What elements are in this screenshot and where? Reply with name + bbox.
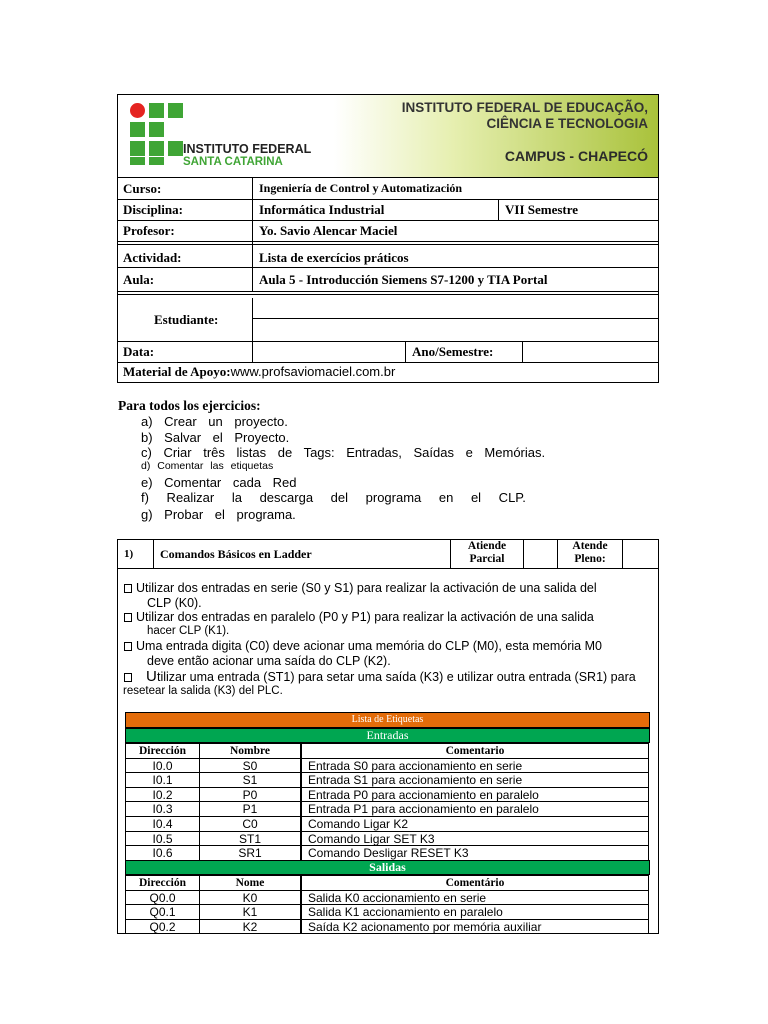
institution-line2: CIÊNCIA E TECNOLOGIA [486,116,648,131]
logo-line2: SANTA CATARINA [183,156,283,168]
atiende-parcial-field[interactable] [524,540,557,568]
bullet-2-line2: hacer CLP (K1). [147,625,230,637]
bullet-2-line1: Utilizar dos entradas en paralelo (P0 y P1) para realizar la activación de una salida [136,610,594,624]
entradas-cell: Comando Ligar K2 [301,816,649,832]
salidas-cell: K1 [199,904,301,920]
entradas-cell: Entrada S1 para accionamiento en serie [301,772,649,788]
checkbox-icon [124,673,132,682]
actividad-value: Lista de exercícios práticos [259,250,409,265]
entradas-cell: I0.3 [125,801,200,817]
data-label: Data: [123,344,155,359]
entradas-cell: I0.4 [125,816,200,832]
entradas-title: Entradas [366,728,409,742]
aula-value: Aula 5 - Introducción Siemens S7-1200 y TIA Portal [259,272,548,287]
material-link[interactable]: www.profsaviomaciel.com.br [230,364,396,379]
salidas-cell: Q0.1 [125,904,200,920]
estudiante-field-1[interactable] [253,296,658,318]
entradas-header-cell: Dirección [125,743,200,759]
checkbox-icon [124,584,132,593]
ano-semestre-field[interactable] [523,342,658,362]
material-label: Material de Apoyo: [123,364,231,379]
tag-table-title-bar [125,712,650,728]
atende-pleno-field[interactable] [623,540,658,568]
checkbox-icon [124,642,132,651]
entradas-cell: Entrada S0 para accionamiento en serie [301,758,649,774]
curso-label: Curso: [123,181,162,196]
salidas-cell: K0 [199,890,301,906]
exercise-item-f: f) Realizar la descarga del programa en el CLP. [141,490,526,505]
checkbox-icon [124,613,132,622]
exercise-item-e: e) Comentar cada Red [141,475,297,490]
salidas-header-cell: Comentário [301,875,649,891]
profesor-value: Yo. Savio Alencar Maciel [259,223,398,238]
entradas-cell: I0.0 [125,758,200,774]
logo-line1: INSTITUTO FEDERAL [183,142,312,156]
data-field[interactable] [253,342,405,362]
bullet-4-line1: tilizar uma entrada (ST1) para setar uma saída (K3) e utilizar outra entrada (SR1) para [157,670,636,684]
entradas-cell: I0.2 [125,787,200,803]
entradas-cell: Entrada P0 para accionamiento en paralelo [301,787,649,803]
exercise-item-c: c) Criar três listas de Tags: Entradas, Saídas e Memórias. [141,445,546,460]
entradas-header-cell: Comentario [301,743,649,759]
salidas-section-bar [125,860,650,875]
entradas-cell: S1 [199,772,301,788]
bullet-4-line2: resetear la salida (K3) del PLC. [123,685,283,697]
atende-pleno-label [558,540,622,566]
bullet-1-line2: CLP (K0). [147,596,202,610]
bullet-3-line2: deve então acionar uma saída do CLP (K2). [147,654,391,668]
entradas-header-cell: Nombre [199,743,301,759]
entradas-cell: SR1 [199,845,301,861]
salidas-header-cell: Dirección [125,875,200,891]
entradas-cell: Comando Ligar SET K3 [301,831,649,847]
actividad-label: Actividad: [123,250,182,265]
salidas-cell: Salida K0 accionamiento en serie [301,890,649,906]
exercise-item-g: g) Probar el programa. [141,507,296,522]
salidas-cell: Salida K1 accionamiento en paralelo [301,904,649,920]
ano-semestre-label: Ano/Semestre: [412,344,494,359]
campus-name: CAMPUS - CHAPECÓ [504,148,648,164]
estudiante-label: Estudiante: [154,312,219,327]
entradas-cell: Entrada P1 para accionamiento en paralelo [301,801,649,817]
exercise-item-a: a) Crear un proyecto. [141,414,288,429]
atende-pleno-line2: Pleno: [574,553,606,565]
entradas-cell: I0.6 [125,845,200,861]
tag-table-title: Lista de Etiquetas [351,714,424,725]
atiende-parcial-label [451,540,523,566]
entradas-cell: S0 [199,758,301,774]
salidas-header-cell: Nome [199,875,301,891]
disciplina-label: Disciplina: [123,202,183,217]
salidas-cell: Saída K2 acionamento por memória auxiliar [301,919,649,935]
disciplina-value: Informática Industrial [259,202,385,217]
entradas-section-bar [125,728,650,743]
exercise-item-b: b) Salvar el Proyecto. [141,430,290,445]
salidas-cell: K2 [199,919,301,935]
profesor-label: Profesor: [123,223,175,238]
entradas-cell: I0.1 [125,772,200,788]
curso-value: Ingeniería de Control y Automatización [259,181,463,195]
institution-name [402,100,648,132]
salidas-title: Salidas [369,860,406,874]
entradas-cell: I0.5 [125,831,200,847]
estudiante-field-2[interactable] [253,319,658,341]
atiende-parcial-line2: Parcial [469,553,505,565]
bullet-1-line1: Utilizar dos entradas en serie (S0 y S1) para realizar la activación de una salida del [136,581,597,595]
question-title: Comandos Básicos en Ladder [160,547,312,561]
material-row [117,362,395,382]
entradas-cell: P0 [199,787,301,803]
salidas-cell: Q0.2 [125,919,200,935]
atende-pleno-line1: Atende [572,540,608,552]
entradas-cell: Comando Desligar RESET K3 [301,845,649,861]
bullet-3-line1: Uma entrada digita (C0) deve acionar uma memória do CLP (M0), esta memória M0 [136,639,602,653]
atiende-parcial-line1: Atiende [467,540,507,552]
salidas-cell: Q0.0 [125,890,200,906]
bullet-4-initial: U [146,668,157,685]
institution-line1: INSTITUTO FEDERAL DE EDUCAÇÃO, [401,100,648,115]
header-banner [117,94,659,178]
exercise-item-d: d) Comentar las etiquetas [141,460,274,472]
entradas-cell: C0 [199,816,301,832]
question-number: 1) [124,548,134,560]
exercises-intro: Para todos los ejercicios: [118,398,261,413]
semestre-value: VII Semestre [505,202,579,217]
entradas-cell: ST1 [199,831,301,847]
aula-label: Aula: [123,272,155,287]
entradas-cell: P1 [199,801,301,817]
